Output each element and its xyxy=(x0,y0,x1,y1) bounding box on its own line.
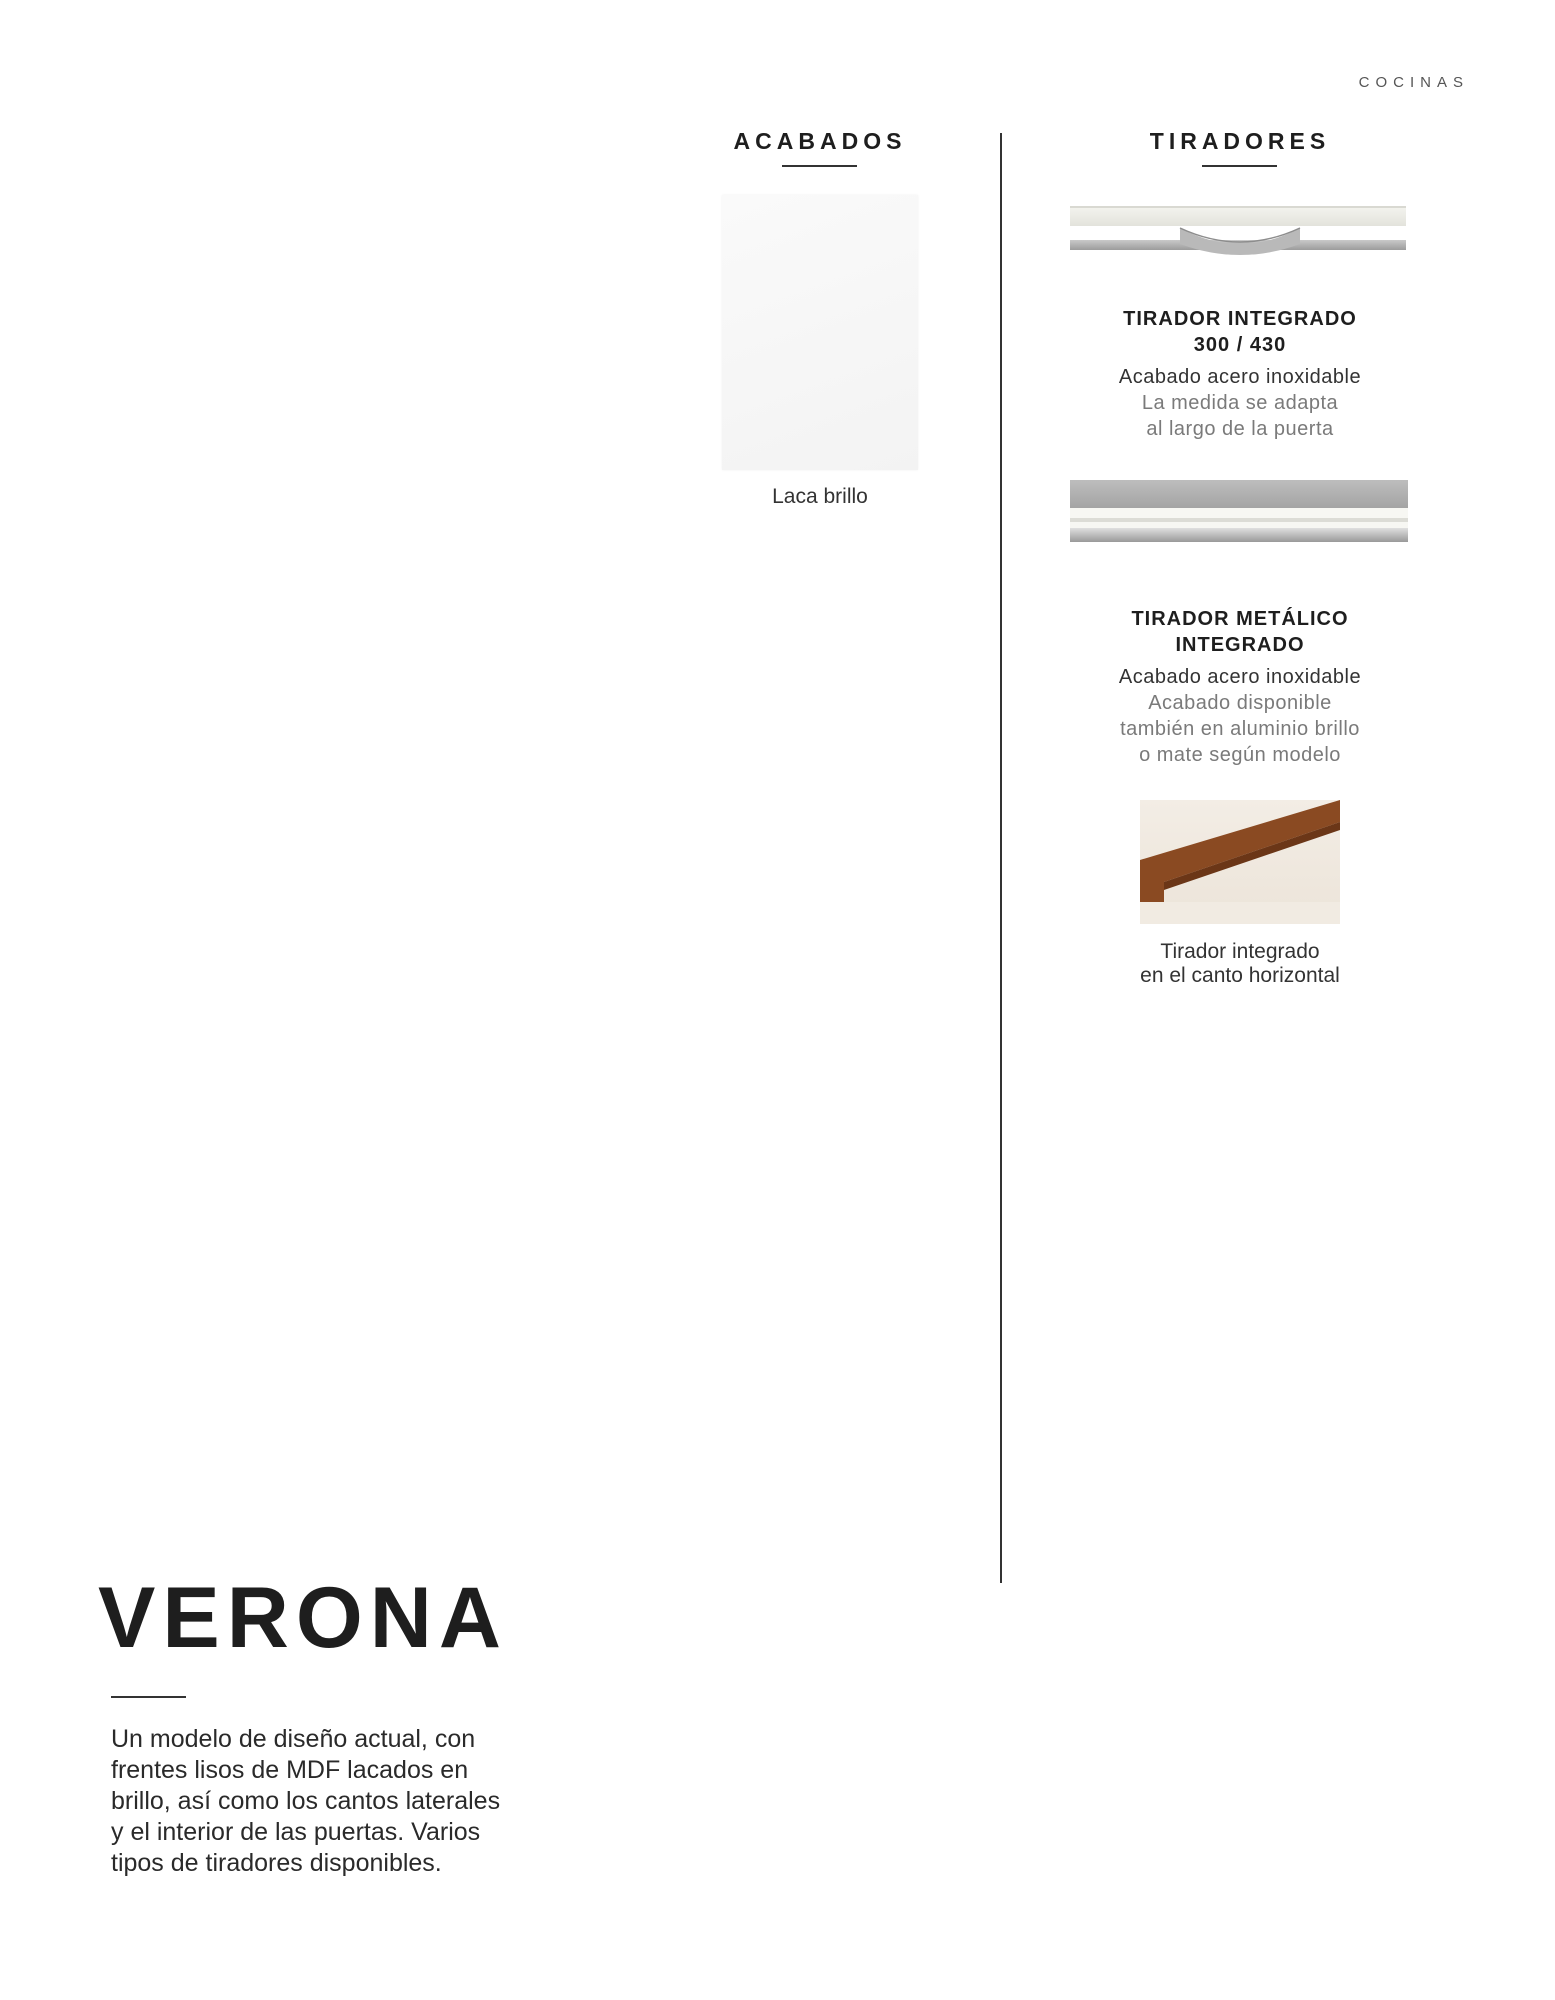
handle-metallic-integrated-image xyxy=(1070,478,1410,552)
handles-heading-rule xyxy=(1202,165,1277,167)
handle-3-caption-line-1: Tirador integrado xyxy=(1160,940,1320,963)
handle-integrated-300-430-image xyxy=(1070,200,1410,270)
finishes-heading-rule xyxy=(782,165,857,167)
handles-heading: TIRADORES xyxy=(1149,128,1331,154)
handle-horizontal-edge-image xyxy=(1140,800,1340,925)
finishes-heading: ACABADOS xyxy=(733,128,907,154)
description-line-2: frentes lisos de MDF lacados en xyxy=(111,1756,469,1784)
description-line-3: brillo, así como los cantos laterales xyxy=(111,1787,501,1815)
handle-2-title-line-1: TIRADOR METÁLICO xyxy=(1131,608,1349,630)
handle-2-note-line-2: también en aluminio brillo xyxy=(1120,718,1360,740)
handle-2-note-line-3: o mate según modelo xyxy=(1139,744,1341,766)
description-line-4: y el interior de las puertas. Varios xyxy=(111,1818,481,1846)
column-divider xyxy=(1000,133,1002,1583)
handle-2-note-line-1: Acabado disponible xyxy=(1148,692,1332,714)
handle-1-title-line-1: TIRADOR INTEGRADO xyxy=(1123,308,1357,330)
brand-label: COCINAS xyxy=(1358,74,1469,91)
finish-label: Laca brillo xyxy=(772,485,868,508)
handle-1-note-line-1: La medida se adapta xyxy=(1141,392,1339,414)
description-line-1: Un modelo de diseño actual, con xyxy=(111,1725,476,1753)
handle-2-finish: Acabado acero inoxidable xyxy=(1118,666,1362,688)
description-line-5: tipos de tiradores disponibles. xyxy=(111,1849,442,1877)
handle-3-caption-line-2: en el canto horizontal xyxy=(1140,964,1340,987)
product-title-rule xyxy=(111,1696,186,1698)
product-title: VERONA xyxy=(98,1570,508,1666)
handle-1-finish: Acabado acero inoxidable xyxy=(1118,366,1362,388)
handle-1-note-line-2: al largo de la puerta xyxy=(1146,418,1334,440)
handle-1-title-line-2: 300 / 430 xyxy=(1193,334,1287,356)
finish-swatch-laca-brillo xyxy=(722,195,918,470)
product-description xyxy=(111,1724,581,1879)
handle-2-title-line-2: INTEGRADO xyxy=(1175,634,1305,656)
